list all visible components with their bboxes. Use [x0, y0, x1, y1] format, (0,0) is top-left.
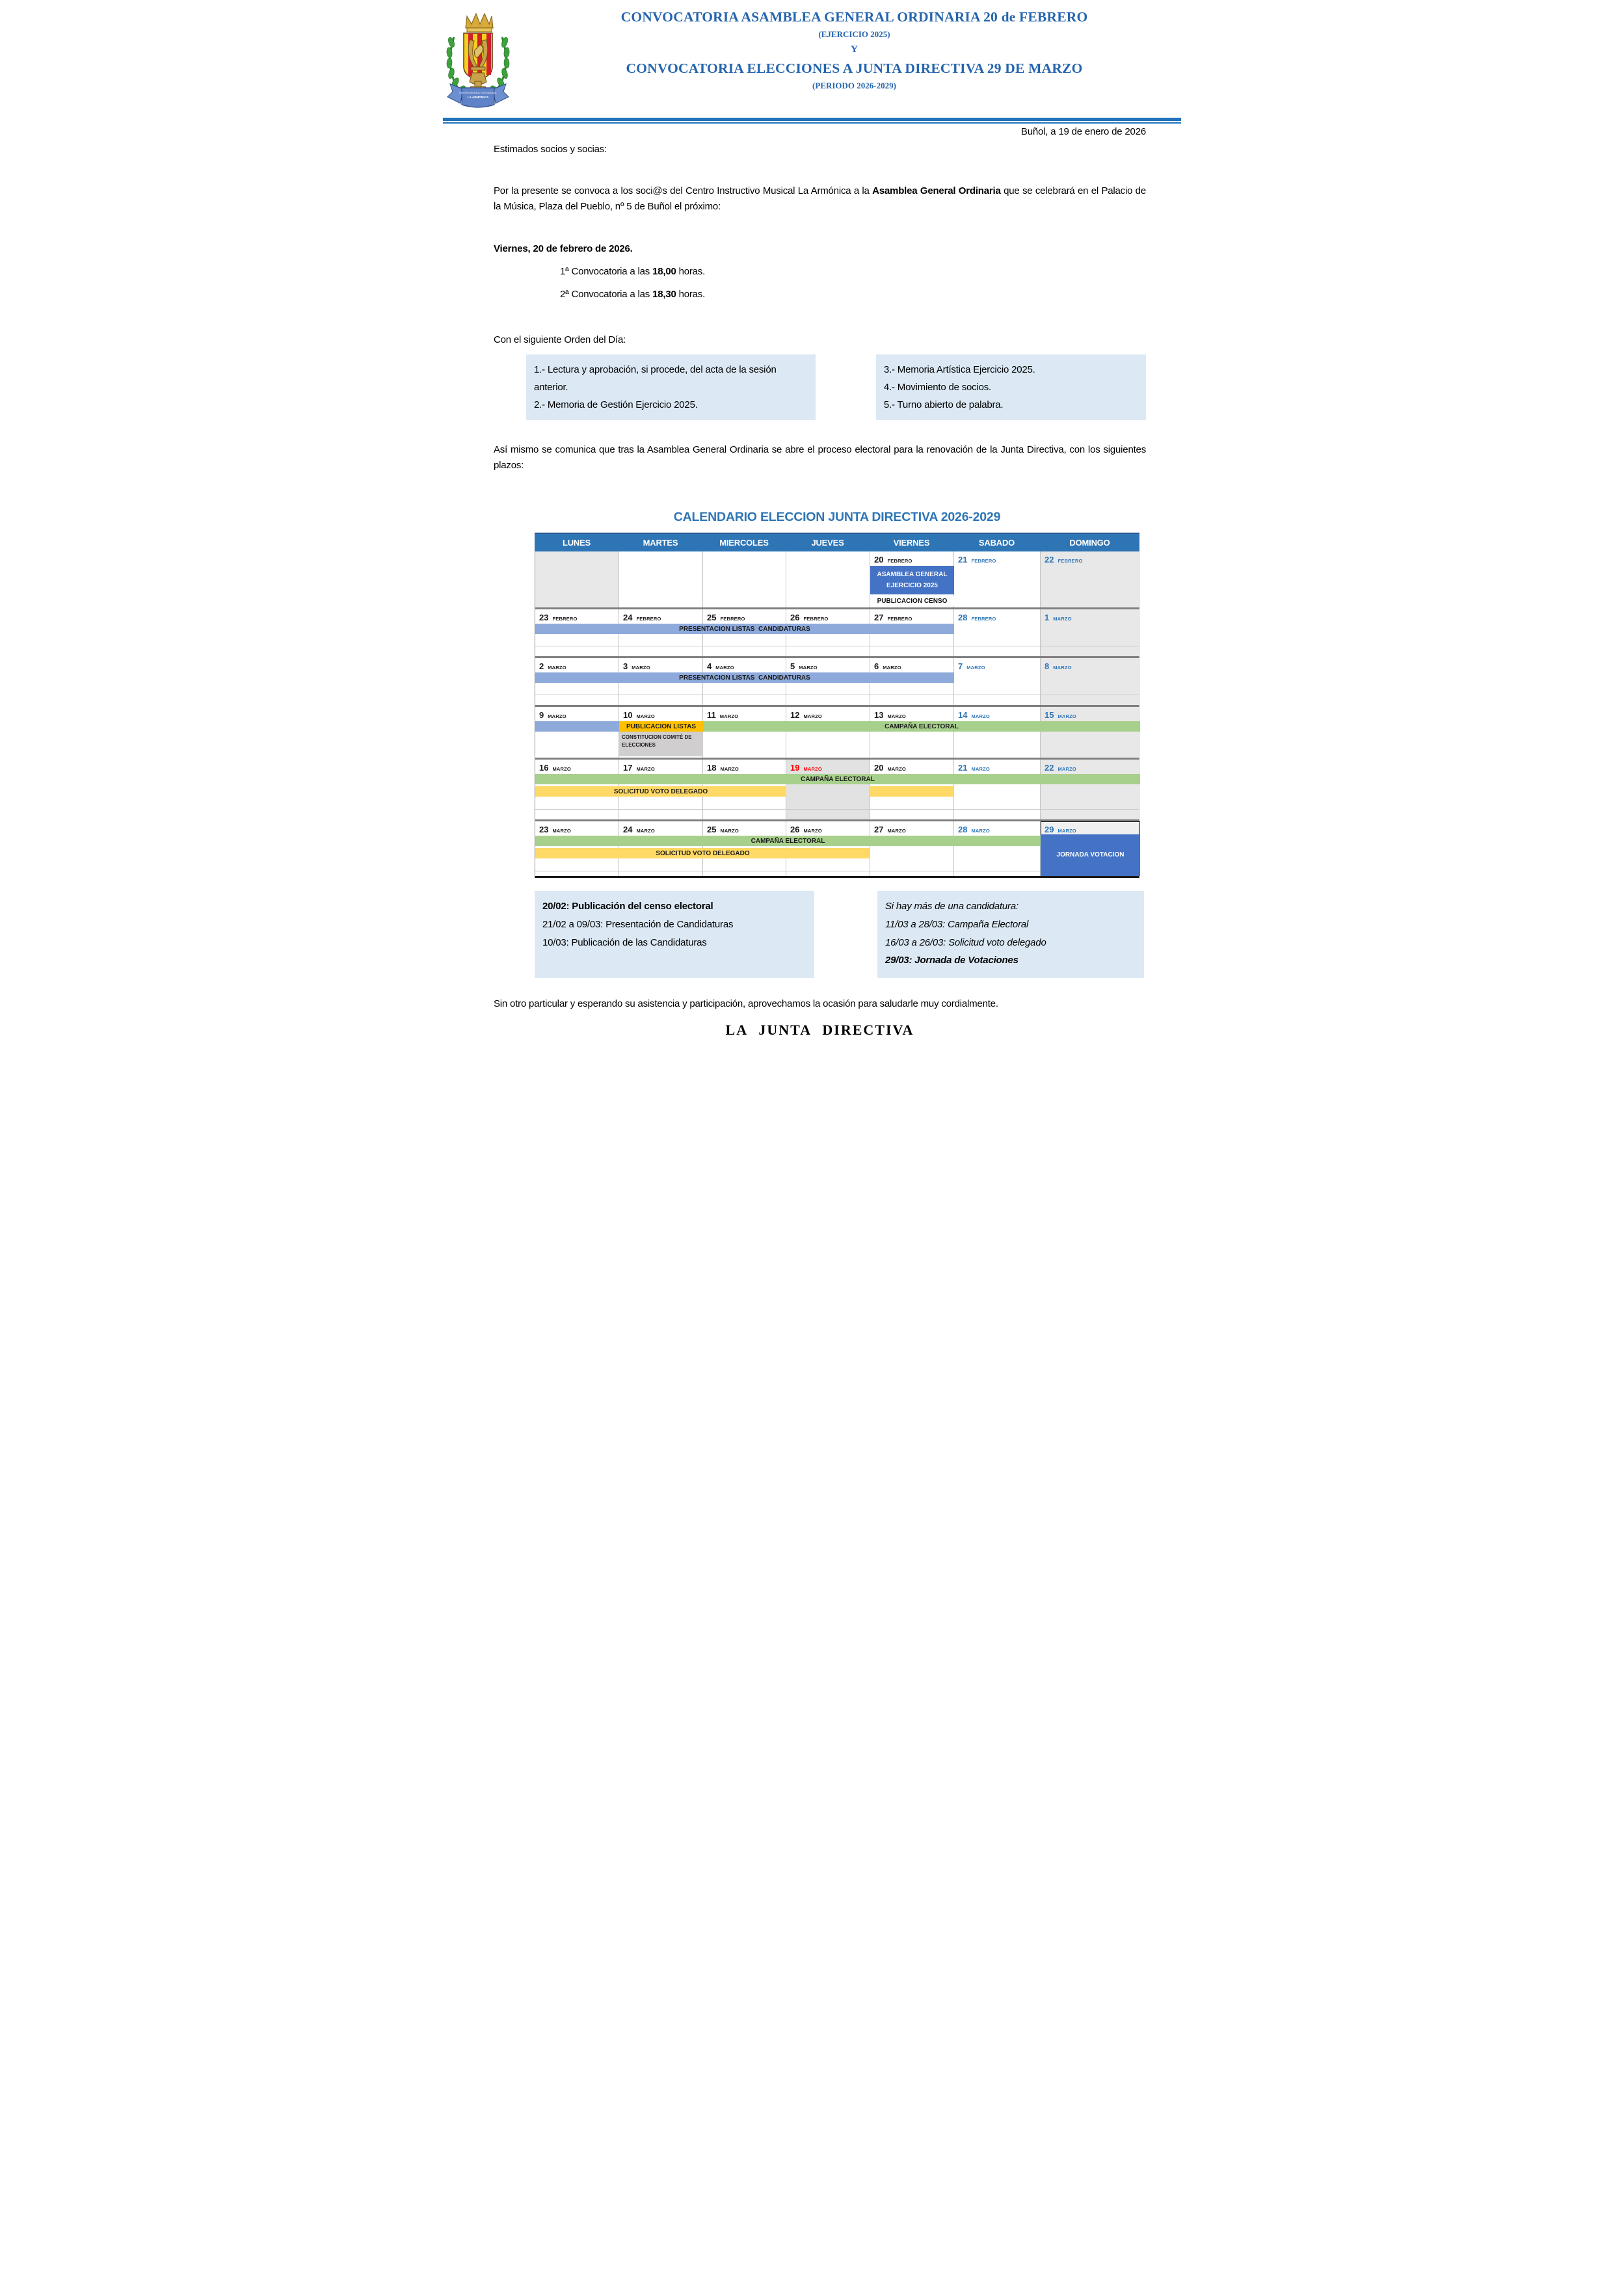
day-cell — [1041, 760, 1140, 819]
date-label: 15 MARZO — [1045, 710, 1076, 720]
day-cell — [954, 760, 1041, 819]
first-call-text: 1ª Convocatoria a las — [560, 266, 653, 277]
day-cell — [1041, 707, 1140, 758]
day-cell — [703, 707, 786, 758]
date-label: 29 MARZO — [1045, 825, 1076, 834]
note-line: 29/03: Jornada de Votaciones — [885, 955, 1018, 966]
date-label: 8 MARZO — [1045, 661, 1072, 671]
date-label: 27 MARZO — [874, 825, 906, 834]
notes-box-right — [877, 891, 1144, 978]
intro-paragraph — [494, 183, 1146, 215]
day-cell — [535, 551, 619, 607]
date-label: 18 MARZO — [707, 763, 739, 773]
date-label: 28 FEBRERO — [958, 613, 996, 622]
day-header-martes: MARTES — [643, 538, 678, 548]
date-label: 23 FEBRERO — [539, 613, 578, 622]
signature: LA JUNTA DIRECTIVA — [725, 1022, 914, 1038]
day-cell — [1041, 658, 1140, 705]
intro-bold: Asamblea General Ordinaria — [872, 185, 1001, 196]
date-label: 4 MARZO — [707, 661, 734, 671]
calendar-day-header-row — [535, 533, 1139, 551]
date-label: 3 MARZO — [623, 661, 650, 671]
event-bar-yellow: SOLICITUD VOTO DELEGADO — [535, 786, 786, 797]
date-label: 21 FEBRERO — [958, 555, 996, 564]
calendar-week-4 — [535, 705, 1139, 758]
convocatoria-times — [494, 261, 1146, 306]
second-call-text: 2ª Convocatoria a las — [560, 288, 653, 300]
date-label: 14 MARZO — [958, 710, 990, 720]
event-bar-yellow — [870, 786, 954, 797]
day-cell — [954, 658, 1041, 705]
date-label: 20 MARZO — [874, 763, 906, 773]
event-bar-periwinkle: PRESENTACION LISTAS CANDIDATURAS — [535, 672, 954, 683]
day-cell — [1041, 551, 1140, 607]
calendar-week-2 — [535, 607, 1139, 656]
date-label: 21 MARZO — [958, 763, 990, 773]
notes-box-left — [535, 891, 814, 978]
coat-of-arms-logo — [442, 10, 514, 109]
note-line: 20/02: Publicación del censo electoral — [542, 901, 713, 912]
date-label: 22 FEBRERO — [1045, 555, 1083, 564]
logo-caption-2: LA ARMONICA — [467, 96, 489, 99]
agenda-item: 5.- Turno abierto de palabra. — [883, 399, 1004, 410]
day-cell — [954, 707, 1041, 758]
first-call-suffix: horas. — [676, 266, 706, 277]
date-label: 9 MARZO — [539, 710, 566, 720]
crown-icon — [466, 14, 493, 32]
agenda-box-left — [526, 354, 816, 420]
note-line: 11/03 a 28/03: Campaña Electoral — [885, 918, 1029, 930]
day-cell — [535, 707, 619, 758]
day-header-lunes: LUNES — [562, 538, 591, 548]
calendar-week-6 — [535, 819, 1139, 876]
letterhead — [406, 0, 1218, 116]
day-header-miercoles: MIERCOLES — [719, 538, 769, 548]
intro-text-after: que se celebrará en el Palacio de la Música, Plaza del Pueblo, nº 5 de Buñol el próximo: — [494, 185, 1146, 212]
second-call-suffix: horas. — [676, 288, 706, 300]
date-label: 17 MARZO — [623, 763, 655, 773]
agenda-item: 2.- Memoria de Gestión Ejercicio 2025. — [534, 399, 698, 410]
day-header-jueves: JUEVES — [811, 538, 844, 548]
date-label: 11 MARZO — [707, 710, 739, 720]
header-divider — [443, 118, 1181, 124]
day-cell — [786, 760, 870, 819]
date-label: 25 FEBRERO — [707, 613, 745, 622]
calendar-title: CALENDARIO ELECCION JUNTA DIRECTIVA 2026-2029 — [673, 510, 1001, 524]
meeting-date: Viernes, 20 de febrero de 2026. — [494, 243, 633, 254]
note-line: 21/02 a 09/03: Presentación de Candidaturas — [542, 918, 734, 930]
header-subtitle-periodo: (PERIODO 2026-2029) — [812, 81, 896, 90]
calendar-week-3 — [535, 656, 1139, 705]
date-label: 6 MARZO — [874, 661, 901, 671]
day-cell — [786, 707, 870, 758]
event-box-gray: CONSTITUCION COMITÉ DE ELECCIONES — [619, 732, 703, 756]
event-bar-green: CAMPAÑA ELECTORAL — [535, 836, 1041, 846]
day-cell — [1041, 609, 1140, 656]
header-titles — [516, 9, 1192, 91]
date-label: 24 MARZO — [623, 825, 655, 834]
closing-paragraph: Sin otro particular y esperando su asistencia y participación, aprovechamos la ocasión para saludarle muy cordialmente. — [494, 998, 998, 1009]
event-bar-periwinkle — [535, 721, 619, 732]
date-label: 26 MARZO — [790, 825, 822, 834]
event-lbl-plain: PUBLICACION CENSO — [870, 596, 954, 606]
header-conjunction: Y — [851, 44, 858, 55]
first-call-time: 18,00 — [652, 266, 676, 277]
event-bar-yellow: SOLICITUD VOTO DELEGADO — [535, 848, 870, 858]
event-bar-green: CAMPAÑA ELECTORAL — [535, 774, 1140, 784]
date-label: 20 FEBRERO — [874, 555, 912, 564]
election-calendar — [535, 510, 1139, 878]
day-cell — [619, 551, 703, 607]
day-header-sabado: SABADO — [978, 538, 1015, 548]
document-page — [406, 0, 1218, 1141]
day-header-domingo: DOMINGO — [1069, 538, 1110, 548]
day-cell — [870, 821, 954, 876]
electoral-paragraph: Así mismo se comunica que tras la Asamblea General Ordinaria se abre el proceso electoral para la renovación de la Junta Directiva, con los siguientes plazos: — [494, 444, 1146, 471]
intro-text: Por la presente se convoca a los soci@s del Centro Instructivo Musical La Armónica a la — [494, 185, 873, 196]
date-label: 13 MARZO — [874, 710, 906, 720]
date-label: 23 MARZO — [539, 825, 571, 834]
header-title-elecciones: CONVOCATORIA ELECCIONES A JUNTA DIRECTIVA 29 DE MARZO — [626, 60, 1083, 76]
date-label: 26 FEBRERO — [790, 613, 829, 622]
calendar-grid — [535, 551, 1139, 878]
day-header-viernes: VIERNES — [893, 538, 930, 548]
calendar-week-5 — [535, 758, 1139, 819]
agenda-boxes — [494, 354, 1146, 420]
header-title-asamblea: CONVOCATORIA ASAMBLEA GENERAL ORDINARIA 20 de FEBRERO — [620, 9, 1088, 25]
day-cell — [703, 551, 786, 607]
agenda-item: 1.- Lectura y aprobación, si procede, del acta de la sesión anterior. — [534, 364, 777, 393]
day-cell — [954, 821, 1041, 876]
date-label: 10 MARZO — [623, 710, 655, 720]
note-line: Si hay más de una candidatura: — [885, 901, 1018, 912]
event-bar-green: CAMPAÑA ELECTORAL — [703, 721, 1140, 732]
date-label: 5 MARZO — [790, 661, 818, 671]
agenda-item: 3.- Memoria Artística Ejercicio 2025. — [883, 364, 1035, 375]
second-call — [560, 284, 1146, 306]
note-line: 16/03 a 26/03: Solicitud voto delegado — [885, 936, 1046, 948]
event-box-blue: ASAMBLEA GENERAL EJERCICIO 2025 — [870, 566, 954, 594]
date-label: 12 MARZO — [790, 710, 822, 720]
logo-caption-1: CENTRO INSTRUCTIVO MUSICAL — [459, 92, 497, 94]
event-bar-orange: PUBLICACION LISTAS — [619, 721, 703, 732]
day-cell — [954, 551, 1041, 607]
agenda-heading: Con el siguiente Orden del Día: — [494, 334, 626, 345]
date-label: 1 MARZO — [1045, 613, 1072, 622]
day-cell — [786, 551, 870, 607]
agenda-box-right — [876, 354, 1146, 420]
date-label: 16 MARZO — [539, 763, 571, 773]
dateline: Buñol, a 19 de enero de 2026 — [1020, 126, 1146, 137]
day-cell — [870, 707, 954, 758]
calendar-week-1 — [535, 551, 1139, 607]
first-call — [560, 261, 1146, 284]
date-label: 7 MARZO — [958, 661, 985, 671]
day-cell — [954, 609, 1041, 656]
event-bar-periwinkle: PRESENTACION LISTAS CANDIDATURAS — [535, 624, 954, 634]
date-label: 25 MARZO — [707, 825, 739, 834]
header-subtitle-ejercicio: (EJERCICIO 2025) — [818, 29, 890, 39]
deadline-notes — [494, 891, 1146, 978]
second-call-time: 18,30 — [652, 288, 676, 300]
event-box-blue: JORNADA VOTACION — [1041, 834, 1140, 876]
date-label: 2 MARZO — [539, 661, 566, 671]
date-label: 28 MARZO — [958, 825, 990, 834]
note-line: 10/03: Publicación de las Candidaturas — [542, 936, 707, 948]
date-label: 19 MARZO — [790, 763, 822, 773]
salutation: Estimados socios y socias: — [494, 144, 607, 155]
date-label: 22 MARZO — [1045, 763, 1076, 773]
date-label: 27 FEBRERO — [874, 613, 912, 622]
agenda-item: 4.- Movimiento de socios. — [883, 382, 991, 393]
date-label: 24 FEBRERO — [623, 613, 661, 622]
